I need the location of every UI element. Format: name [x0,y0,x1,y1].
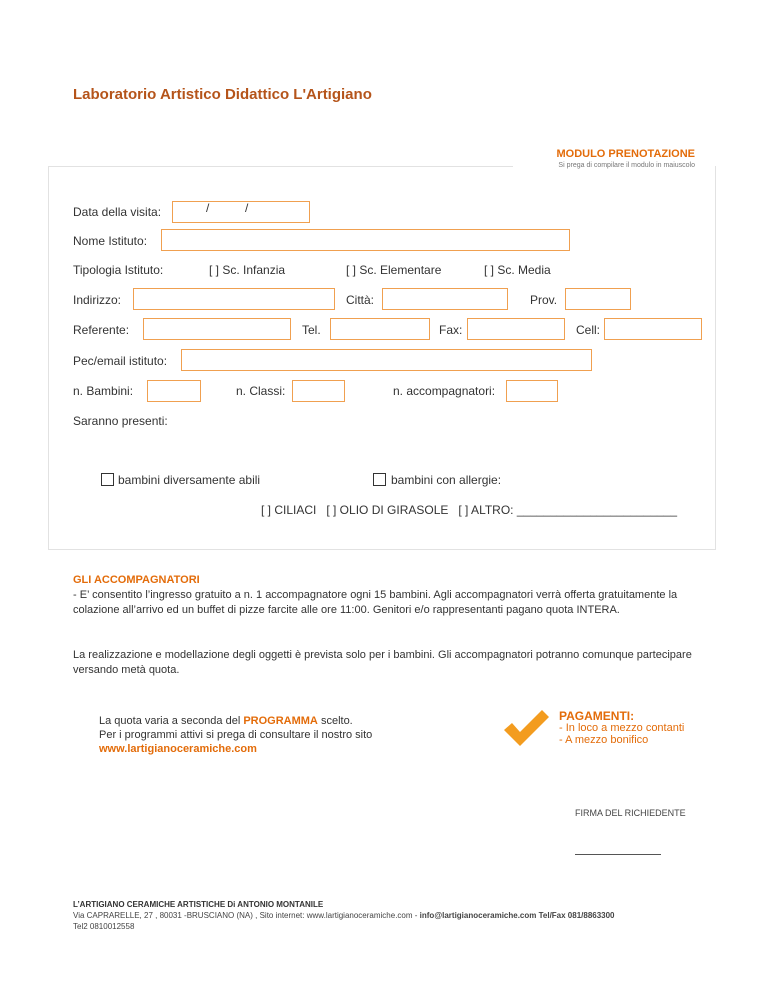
classi-field[interactable] [292,380,345,402]
referente-label: Referente: [73,323,130,337]
tel-label: Tel. [302,323,321,337]
citta-field[interactable] [382,288,508,310]
quota-info [99,714,372,756]
referente-field[interactable] [143,318,291,340]
pagamenti-item: - In loco a mezzo contanti [559,722,685,734]
quota-line2: Per i programmi attivi si prega di consultare il nostro sito [99,729,373,741]
tipologia-option-media[interactable]: [ ] Sc. Media [484,263,551,277]
firma-line[interactable] [575,854,661,855]
page-title: Laboratorio Artistico Didattico L'Artigiano [73,86,372,103]
diversamente-abili-checkbox[interactable] [101,473,114,486]
footer-tel2: Tel2 0810012558 [73,922,135,931]
fax-label: Fax: [439,323,463,337]
allergie-label: bambini con allergie: [391,473,502,487]
footer [73,899,615,932]
date-separator: / [206,201,210,215]
allergie-checkbox[interactable] [373,473,386,486]
accompagnatori-label: n. accompagnatori: [393,384,496,398]
footer-company: L’ARTIGIANO CERAMICHE ARTISTICHE Di ANTONIO MONTANILE [73,900,324,909]
pagamenti-info [559,710,684,746]
diversamente-abili-label: bambini diversamente abili [118,473,261,487]
tipologia-label: Tipologia Istituto: [73,263,164,277]
form-header-note: Si prega di compilare il modulo in maiuscolo [558,162,695,169]
quota-line1-post: scelto. [317,715,353,727]
accompagnatori-paragraph-2: La realizzazione e modellazione degli oggetti è prevista solo per i bambini. Gli accompagnatori potranno comunque partecipare versando metà quota. [73,649,692,676]
footer-email[interactable]: info@lartigianoceramiche [419,911,518,920]
footer-address: Via CAPRARELLE, 27 , 80031 -BRUSCIANO (NA) , Sito internet: www.lartigianoceramiche.com - [73,911,420,920]
nome-istituto-field[interactable] [161,229,570,251]
cell-label: Cell: [576,323,601,337]
site-link[interactable]: www.lartigianoceramiche.com [99,743,257,755]
prov-label: Prov. [530,293,558,307]
pec-email-field[interactable] [181,349,592,371]
date-label: Data della visita: [73,205,162,219]
checkmark-icon [502,708,550,748]
firma-label: FIRMA DEL RICHIEDENTE [575,808,686,818]
accompagnatori-paragraph-1: - E’ consentito l’ingresso gratuito a n. 1 accompagnatore ogni 15 bambini. Agli accompagnatori verrà offerta gratuitamente la colazione all’arrivo ed un buffet di pizze farcite alle ore 11:00. Genitori e/o rappresentanti pagano quota INTERA. [73,589,678,616]
bambini-field[interactable] [147,380,201,402]
pec-email-label: Pec/email istituto: [73,354,168,368]
bambini-label: n. Bambini: [73,384,134,398]
tel-field[interactable] [330,318,430,340]
quota-line1-pre: La quota varia a seconda del [99,715,244,727]
pagamenti-heading: PAGAMENTI: [559,709,635,723]
accompagnatori-heading: GLI ACCOMPAGNATORI [73,574,200,586]
allergie-options[interactable]: [ ] CILIACI [ ] OLIO DI GIRASOLE [ ] ALTRO: ________________________ [261,503,678,517]
prov-field[interactable] [565,288,631,310]
indirizzo-label: Indirizzo: [73,293,122,307]
classi-label: n. Classi: [236,384,286,398]
cell-field[interactable] [604,318,702,340]
date-field[interactable] [172,201,310,223]
form-header-label: MODULO PRENOTAZIONE [556,148,695,160]
date-separator: / [245,201,249,215]
pagamenti-item: - A mezzo bonifico [559,734,649,746]
nome-istituto-label: Nome Istituto: [73,234,148,248]
tipologia-option-elementare[interactable]: [ ] Sc. Elementare [346,263,442,277]
citta-label: Città: [346,293,375,307]
accompagnatori-field[interactable] [506,380,558,402]
footer-address-post: .com Tel/Fax 081/8863300 [517,911,615,920]
saranno-presenti-label: Saranno presenti: [73,414,168,428]
indirizzo-field[interactable] [133,288,335,310]
tipologia-option-infanzia[interactable]: [ ] Sc. Infanzia [209,263,286,277]
fax-field[interactable] [467,318,565,340]
quota-line1-programma: PROGRAMMA [243,715,318,727]
